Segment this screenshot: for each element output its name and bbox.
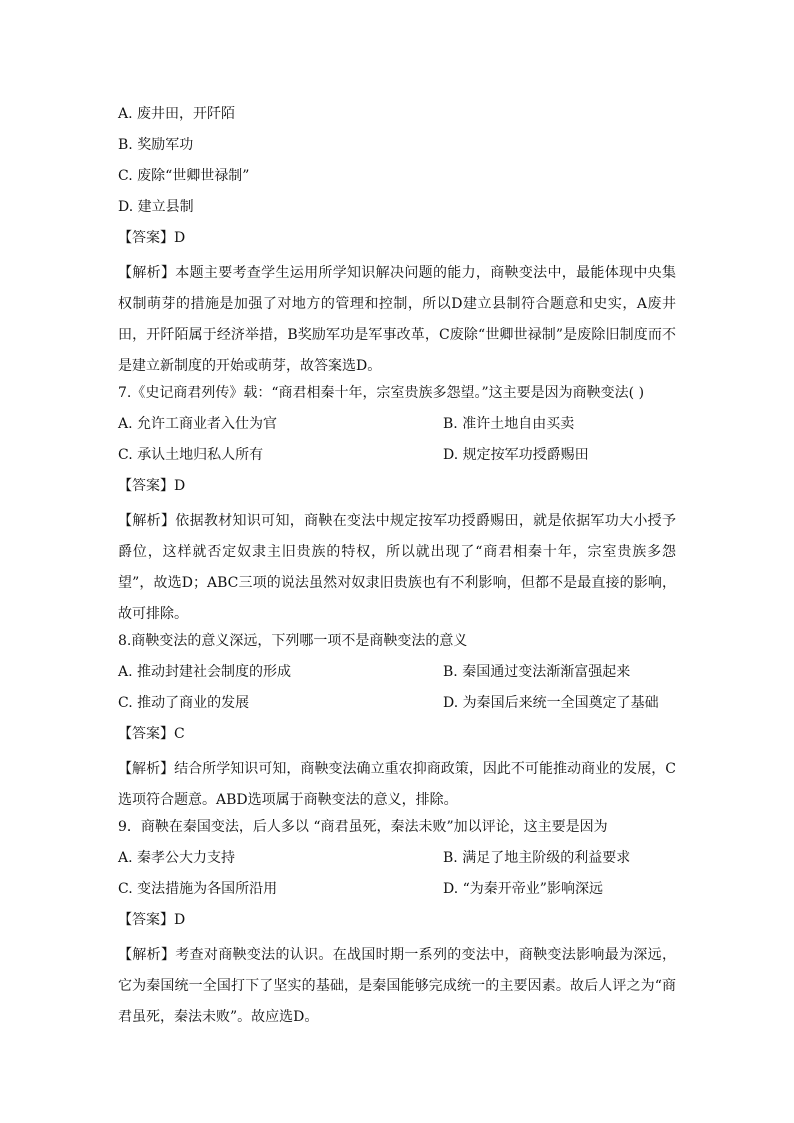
q7-options-row-2 <box>118 444 676 475</box>
q8-options-row-1 <box>118 661 676 692</box>
q9-option-d: D. “为秦开帝业”影响深远 <box>443 881 603 897</box>
q7-options-row-1 <box>118 413 676 444</box>
q7-answer: 【答案】D <box>118 478 186 494</box>
q7-stem: 7.《史记商君列传》载：“商君相秦十年，宗室贵族多怨望。”这主要是因为商鞅变法( ) <box>118 385 645 401</box>
q8-option-d: D. 为秦国后来统一全国奠定了基础 <box>443 695 659 711</box>
q8-option-a: A. 推动封建社会制度的形成 <box>118 664 292 680</box>
q8-analysis: 【解析】结合所学知识可知，商鞅变法确立重农抑商政策，因此不可能推动商业的发展，C选项符合题意。ABD选项属于商鞅变法的意义，排除。 <box>118 761 676 808</box>
q7-option-c: C. 承认土地归私人所有 <box>118 447 264 463</box>
q7-option-d: D. 规定按军功授爵赐田 <box>443 447 589 463</box>
q6-option-c: C. 废除“世卿世禄制” <box>118 168 250 184</box>
document-page <box>118 103 676 1033</box>
q9-option-c: C. 变法措施为各国所沿用 <box>118 881 278 897</box>
q9-option-a: A. 秦孝公大力支持 <box>118 850 236 866</box>
q9-option-b: B. 满足了地主阶级的利益要求 <box>443 850 631 866</box>
q9-analysis: 【解析】考查对商鞅变法的认识。在战国时期一系列的变法中，商鞅变法影响最为深远，它为秦国统一全国打下了坚实的基础，是秦国能够完成统一的主要因素。故后人评之为“商君虽死，秦法未败”。故应选D。 <box>118 947 676 1025</box>
q8-options-row-2 <box>118 692 676 723</box>
q6-option-d: D. 建立县制 <box>118 199 194 215</box>
q9-options-row-1 <box>118 847 676 878</box>
q6-analysis: 【解析】本题主要考查学生运用所学知识解决问题的能力，商鞅变法中，最能体现中央集权制萌芽的措施是加强了对地方的管理和控制，所以D建立县制符合题意和史实，A废井田，开阡陌属于经济举措，B奖励军功是军事改革，C废除“世卿世禄制”是废除旧制度而不是建立新制度的开始或萌芽，故答案选D。 <box>118 265 676 374</box>
q9-options-row-2 <box>118 878 676 909</box>
q6-option-a: A. 废井田，开阡陌 <box>118 106 236 122</box>
q6-option-b: B. 奖励军功 <box>118 137 194 153</box>
q8-stem: 8.商鞅变法的意义深远，下列哪一项不是商鞅变法的意义 <box>118 633 468 649</box>
q8-option-c: C. 推动了商业的发展 <box>118 695 250 711</box>
q9-stem: 9．商鞅在秦国变法，后人多以 “商君虽死，秦法未败”加以评论，这主要是因为 <box>118 819 608 835</box>
q7-option-a: A. 允许工商业者入仕为官 <box>118 416 278 432</box>
q7-option-b: B. 准许土地自由买卖 <box>443 416 575 432</box>
q9-answer: 【答案】D <box>118 912 186 928</box>
q7-analysis: 【解析】依据教材知识可知，商鞅在变法中规定按军功授爵赐田，就是依据军功大小授予爵位，这样就否定奴隶主旧贵族的特权，所以就出现了“商君相秦十年，宗室贵族多怨望”，故选D；ABC三项的说法虽然对奴隶旧贵族也有不利影响，但都不是最直接的影响，故可排除。 <box>118 513 676 622</box>
q6-answer: 【答案】D <box>118 230 186 246</box>
q8-option-b: B. 秦国通过变法渐渐富强起来 <box>443 664 631 680</box>
q8-answer: 【答案】C <box>118 726 185 742</box>
